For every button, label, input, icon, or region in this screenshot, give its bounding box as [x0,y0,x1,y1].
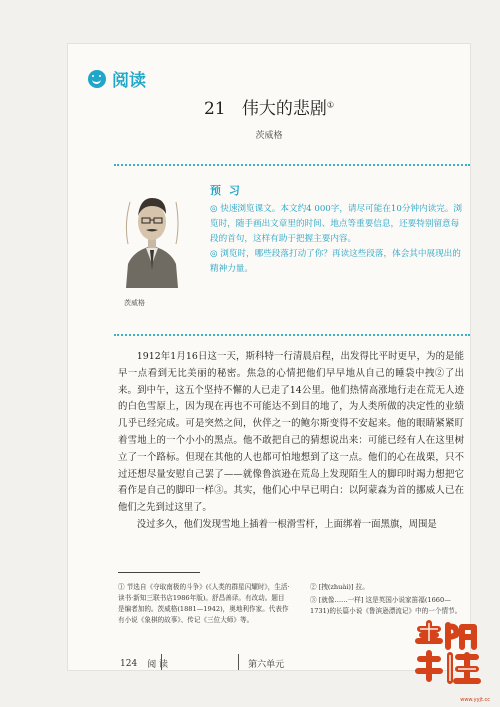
footer-section: 阅 读 [147,660,169,670]
page-footer [120,657,284,670]
preview-item: ◎ 浏览时，哪些段落打动了你？再读这些段落，体会其中展现出的精神力量。 [210,249,461,274]
preview-heading: 预 习 [210,184,242,197]
footnotes-left [118,582,290,628]
bottom-dotted-divider [114,334,470,336]
footnote: ② [拽(zhuài)] 拉。 [310,583,369,591]
lesson-title [68,94,470,119]
footer-unit: 第六单元 [248,660,285,670]
footnotes-right [310,582,466,619]
body-paragraph: 1912年1月16日这一天，斯科特一行清晨启程，出发得比平时更早，为的是能早一点看到无比美丽的秘密。焦急的心情把他们早早地从自己的睡袋中拽②了出来。到中午，这五个坚持不懈的人已走了14公里。他们热情高涨地行走在荒无人迹的白色雪原上，因为现在再也不可能达不到目的地了，为人类所做的决定性的业绩几乎已经完成。可是突然之间，伙伴之一的鲍尔斯变得不安起来。他的眼睛紧紧盯着雪地上的一个小小的黑点。他不敢把自己的猜想说出来：可能已经有人在这里树立了一个路标。但现在其他的人也都可怕地想到了这一点。他们的心在战栗，只不过还想尽量安慰自己罢了——就像鲁滨逊在荒岛上发现陌生人的脚印时竭力想把它看作是自己的脚印一样③。其实，他们心中早已明白：以阿蒙森为首的挪威人已在他们之先到过这里了。 [118,351,464,514]
watermark-url: www.yyjt.cc [460,697,490,703]
smile-face-icon [88,70,106,88]
title-footnote-mark: ① [326,100,335,110]
watermark-logo [412,619,496,705]
preview-instructions [210,202,466,277]
footnote-divider [118,572,200,573]
preview-item: ◎ 快速浏览课文。本文约4 000字，请尽可能在10分钟内读完。浏览时，随手画出文章里的时间、地点等重要信息，还要特别留意每段的首句，这样有助于把握主要内容。 [210,204,463,244]
body-paragraph: 没过多久，他们发现雪地上插着一根滑雪杆，上面绑着一面黑旗，周围是 [136,518,437,530]
lesson-number: 21 [203,99,226,119]
top-dotted-divider [114,164,470,166]
section-header [88,66,146,91]
article-body [118,349,464,534]
author-name: 茨威格 [255,131,283,141]
section-label: 阅读 [112,71,146,91]
portrait-caption: 茨威格 [124,299,145,307]
textbook-page [68,44,470,670]
author-portrait [120,184,184,288]
footnote: ③ [就像……一样] 这是英国小说家笛福(1660—1731)的长篇小说《鲁滨逊漂流记》中的一个情节。 [310,596,462,615]
lesson-title-text: 伟大的悲剧 [241,99,327,119]
page-number: 124 [120,658,138,669]
footnote: ① 节选自《夺取南极的斗争》(《人类的群星闪耀时》，生活·读书·新知三联书店1986年版)。舒昌善译。有改动。题目是编者加的。茨威格(1881—1942)，奥地利作家。代表作有小说《象棋的故事》、传记《三位大师》等。 [118,583,290,624]
